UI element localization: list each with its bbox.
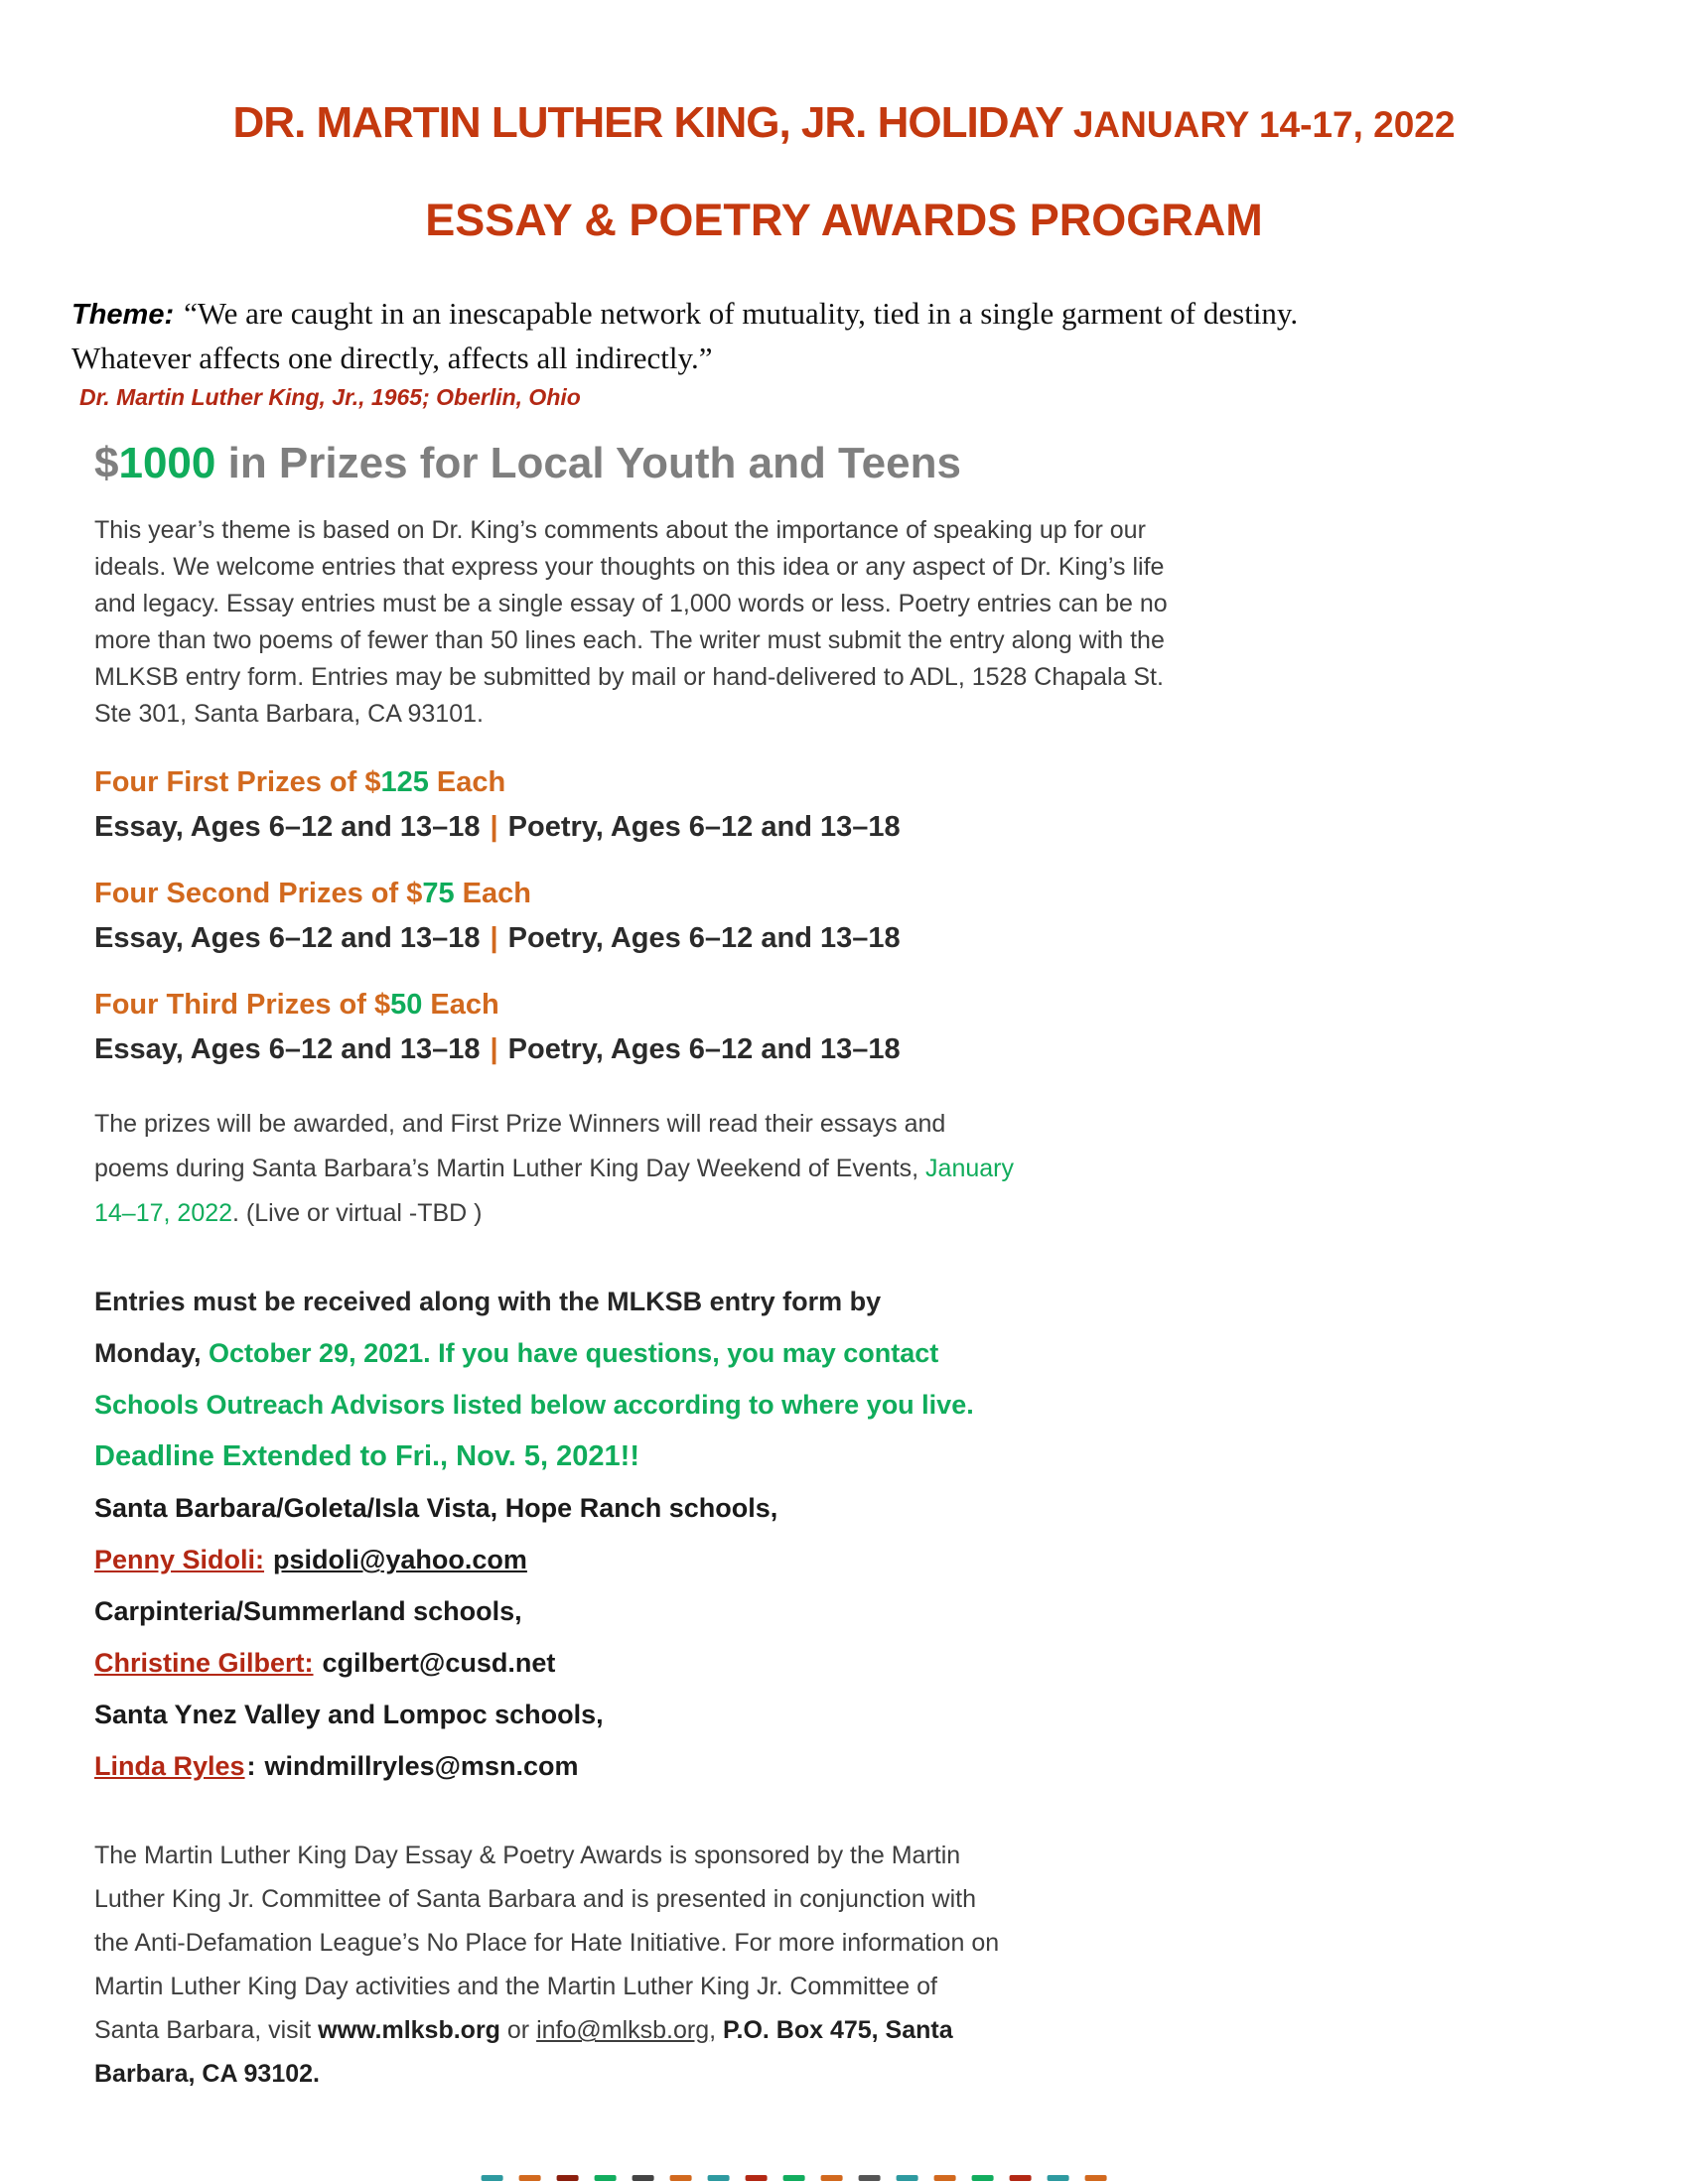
second-prize-dollar: $ (406, 878, 423, 910)
ages-separator: | (490, 1033, 498, 1066)
third-prize-dollar: $ (373, 989, 391, 1022)
footer-decoration-strip (482, 2175, 1107, 2181)
ages-separator: | (490, 811, 498, 844)
prizes-headline-rest: in Prizes for Local Youth and Teens (215, 439, 961, 488)
contact-line-1 (94, 1534, 1688, 1585)
prizes-headline-dollar: $ (94, 439, 119, 488)
first-prize-ages-essay: Essay, Ages 6–12 and 13–18 (94, 811, 481, 844)
contact-region-3: Santa Ynez Valley and Lompoc schools, (94, 1700, 604, 1730)
intro-paragraph: This year’s theme is based on Dr. King’s comments about the importance of speaking up for our ideals. We welcome entries that express your thoughts on this idea or any aspect of Dr. King’s life and legacy. Essay entries must be a single essay of 1,000 words or less. Poetry entries can be no more than two poems of fewer than 50 lines each. The writer must submit the entry along with the MLKSB entry form. Entries may be submitted by mail or hand-delivered to ADL, 1528 Chapala St. Ste 301, Santa Barbara, CA 93101. (94, 516, 1168, 729)
theme-quote: “We are caught in an inescapable network of mutuality, tied in a single garment of destiny. Whatever affects one directly, affects all indirectly.” (71, 296, 1299, 376)
award-ceremony-paragraph (94, 1102, 1018, 1236)
footer-decoration-dash (897, 2175, 918, 2181)
footer-decoration-dash (1048, 2175, 1069, 2181)
first-prize-heading (94, 766, 1688, 799)
footer-decoration-dash (557, 2175, 579, 2181)
mailing-address: P.O. Box 475, Santa Barbara, CA 93102. (94, 2016, 953, 2089)
ages-separator: | (490, 922, 498, 955)
entry-deadline-text: October 29, 2021. If you have questions, you may contact Schools Outreach Advisors listed below according to where you live. (94, 1338, 974, 1421)
theme-attribution: Dr. Martin Luther King, Jr., 1965; Oberlin, Ohio (79, 384, 581, 411)
first-prize-suffix: Each (428, 766, 506, 799)
second-prize-prefix: Four Second Prizes of (94, 878, 407, 910)
third-prize-amount: 50 (390, 989, 423, 1022)
first-prize-ages-poetry: Poetry, Ages 6–12 and 13–18 (507, 811, 901, 844)
contact-line-3 (94, 1740, 1688, 1792)
third-prize-ages-poetry: Poetry, Ages 6–12 and 13–18 (507, 1033, 901, 1066)
flyer-title-main: DR. MARTIN LUTHER KING, JR. HOLIDAY (232, 98, 1063, 147)
sponsor-text-1: The Martin Luther King Day Essay & Poetry Awards is sponsored by the Martin Luther King Jr. Committee of Santa Barbara and is presented in conjunction with the Anti-Defamation League’s No Place for Hate Initiative. For more information on Martin Luther King Day activities and the Martin Luther King Jr. Committee of Santa Barbara, visit (94, 1842, 1000, 2045)
footer-decoration-dash (934, 2175, 956, 2181)
flyer-subtitle: ESSAY & POETRY AWARDS PROGRAM (425, 195, 1263, 246)
third-prize-prefix: Four Third Prizes of (94, 989, 374, 1022)
prizes-headline (94, 439, 1688, 488)
flyer-title (40, 99, 1648, 147)
footer-decoration-dash (1010, 2175, 1032, 2181)
award-text-after: . (Live or virtual -TBD ) (232, 1199, 483, 1228)
contact-email-org: info@mlksb.org (536, 2016, 710, 2045)
contact-email-3: windmillryles@msn.com (264, 1751, 579, 1782)
website-url: www.mlksb.org (318, 2016, 500, 2045)
award-text-before: The prizes will be awarded, and First Prize Winners will read their essays and poems during Santa Barbara’s Martin Luther King Day Weekend of Events, (94, 1110, 946, 1183)
sponsor-paragraph (94, 1834, 1008, 2096)
contact-region-2: Carpinteria/Summerland schools, (94, 1596, 522, 1627)
footer-decoration-dash (708, 2175, 730, 2181)
contact-region-1: Santa Barbara/Goleta/Isla Vista, Hope Ranch schools, (94, 1493, 778, 1524)
footer-decoration-dash (972, 2175, 994, 2181)
first-prize-prefix: Four First Prizes of (94, 766, 365, 799)
footer-decoration-dash (670, 2175, 692, 2181)
entry-requirement-text: Entries must be received along with the MLKSB entry form by Monday, (94, 1287, 882, 1369)
contact-name-3: Linda Ryles (94, 1751, 245, 1782)
entry-deadline-paragraph (94, 1276, 988, 1431)
contact-email-1: psidoli@yahoo.com (273, 1545, 527, 1575)
contact-email-2: cgilbert@cusd.net (322, 1648, 556, 1679)
footer-decoration-dash (519, 2175, 541, 2181)
third-prize-heading (94, 989, 1688, 1022)
second-prize-amount: 75 (422, 878, 455, 910)
flyer-title-date: JANUARY 14-17, 2022 (1062, 104, 1456, 145)
second-prize-ages-poetry: Poetry, Ages 6–12 and 13–18 (507, 922, 901, 955)
second-prize-heading (94, 878, 1688, 910)
award-date: January 14–17, 2022 (94, 1155, 1014, 1228)
first-prize-amount: 125 (380, 766, 429, 799)
first-prize-ages (94, 811, 1688, 844)
sponsor-text-2: or (499, 2016, 537, 2045)
second-prize-ages-essay: Essay, Ages 6–12 and 13–18 (94, 922, 481, 955)
prizes-headline-amount: 1000 (118, 439, 216, 488)
footer-decoration-dash (746, 2175, 768, 2181)
third-prize-ages-essay: Essay, Ages 6–12 and 13–18 (94, 1033, 481, 1066)
footer-decoration-dash (633, 2175, 654, 2181)
first-prize-dollar: $ (364, 766, 381, 799)
footer-decoration-dash (595, 2175, 617, 2181)
footer-decoration-dash (783, 2175, 805, 2181)
footer-decoration-dash (482, 2175, 503, 2181)
deadline-extended-notice: Deadline Extended to Fri., Nov. 5, 2021!! (94, 1440, 639, 1473)
theme-paragraph (71, 292, 1333, 380)
second-prize-ages (94, 922, 1688, 955)
third-prize-suffix: Each (422, 989, 499, 1022)
footer-decoration-dash (821, 2175, 843, 2181)
third-prize-ages (94, 1033, 1688, 1066)
footer-decoration-dash (859, 2175, 881, 2181)
sponsor-text-3: , (709, 2016, 724, 2045)
contact-name-1: Penny Sidoli: (94, 1545, 265, 1575)
second-prize-suffix: Each (454, 878, 531, 910)
contact-line-2 (94, 1637, 1688, 1689)
footer-decoration-dash (1085, 2175, 1107, 2181)
contact-name-3-colon: : (246, 1751, 256, 1782)
theme-label: Theme: (71, 299, 175, 332)
contact-name-2: Christine Gilbert: (94, 1648, 314, 1679)
